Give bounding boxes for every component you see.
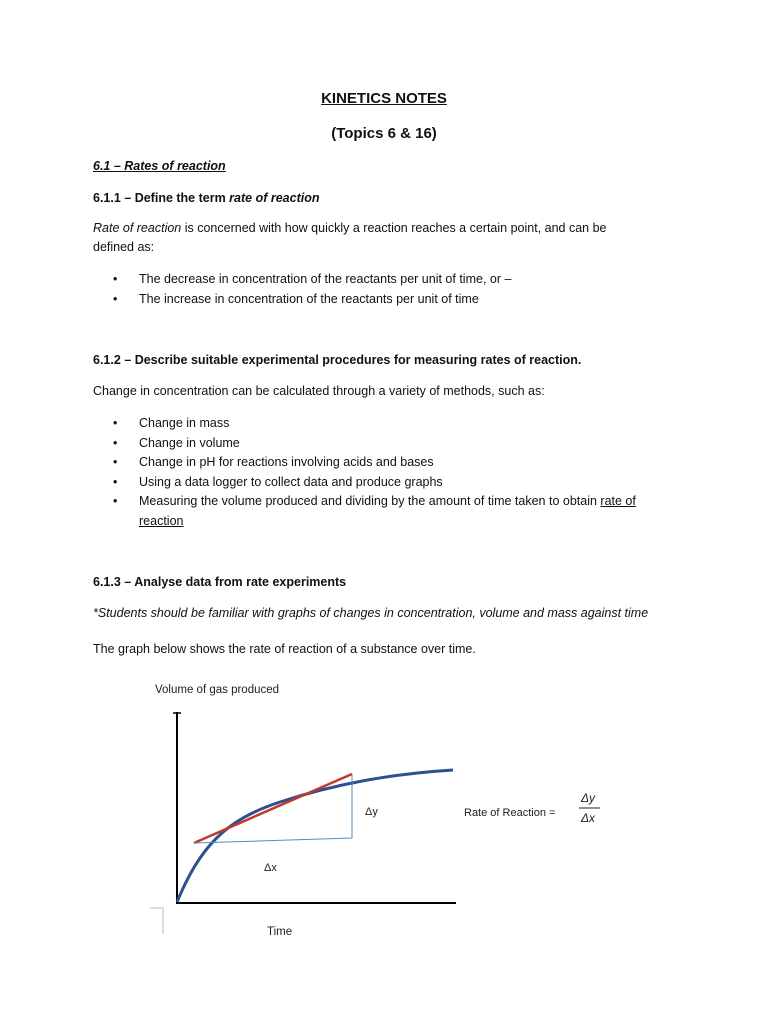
list-item: • The increase in concentration of the reactants per unit of time (113, 290, 694, 310)
formula-label: Rate of Reaction = (464, 807, 556, 819)
rate-link-part2: reaction (139, 513, 184, 528)
bullet-text: Measuring the volume produced and dividing by the amount of time taken to obtain (139, 494, 601, 508)
section-6-1-3-heading: 6.1.3 – Analyse data from rate experiments (93, 575, 347, 589)
list-item: • The decrease in concentration of the reactants per unit of time, or – (113, 270, 694, 290)
methods-bullet-list (113, 414, 694, 531)
y-axis-label: Volume of gas produced (155, 684, 280, 696)
list-item: • Change in mass (113, 414, 694, 434)
methods-intro: Change in concentration can be calculated through a variety of methods, such as: (93, 384, 545, 398)
corner-mark (150, 908, 163, 934)
section-6-1-2-heading: 6.1.2 – Describe suitable experimental procedures for measuring rates of reaction. (93, 353, 582, 367)
definition-line2: defined as: (93, 240, 155, 254)
rate-link-part1: rate of (600, 494, 636, 508)
x-axis-label: Time (267, 926, 293, 938)
section-6-1-1-heading (93, 189, 319, 208)
heading-term: rate of reaction (229, 191, 320, 205)
section-6-1-heading: 6.1 – Rates of reaction (93, 159, 226, 173)
definition-bullet-list (113, 270, 694, 309)
formula-numerator: Δy (581, 791, 596, 805)
delta-y-label: Δy (365, 806, 378, 818)
rate-definition-paragraph (93, 219, 653, 257)
doc-subtitle: (Topics 6 & 16) (331, 125, 437, 142)
rate-chart (140, 672, 620, 947)
students-note: *Students should be familiar with graphs of changes in concentration, volume and mass against time (93, 606, 649, 620)
list-item: • Change in volume (113, 434, 694, 454)
graph-intro: The graph below shows the rate of reaction of a substance over time. (93, 642, 476, 656)
definition-line1: is concerned with how quickly a reaction reaches a certain point, and can be (181, 221, 607, 235)
delta-x-label: Δx (264, 862, 277, 874)
rate-term: Rate of reaction (93, 221, 182, 235)
formula-denominator: Δx (581, 811, 596, 825)
doc-title: KINETICS NOTES (321, 90, 447, 107)
list-item: • Using a data logger to collect data and produce graphs (113, 473, 694, 493)
tangent-line (194, 774, 352, 843)
heading-prefix: 6.1.1 – Define the term (93, 191, 230, 205)
list-item: • Change in pH for reactions involving acids and bases (113, 453, 694, 473)
list-item (113, 492, 694, 531)
